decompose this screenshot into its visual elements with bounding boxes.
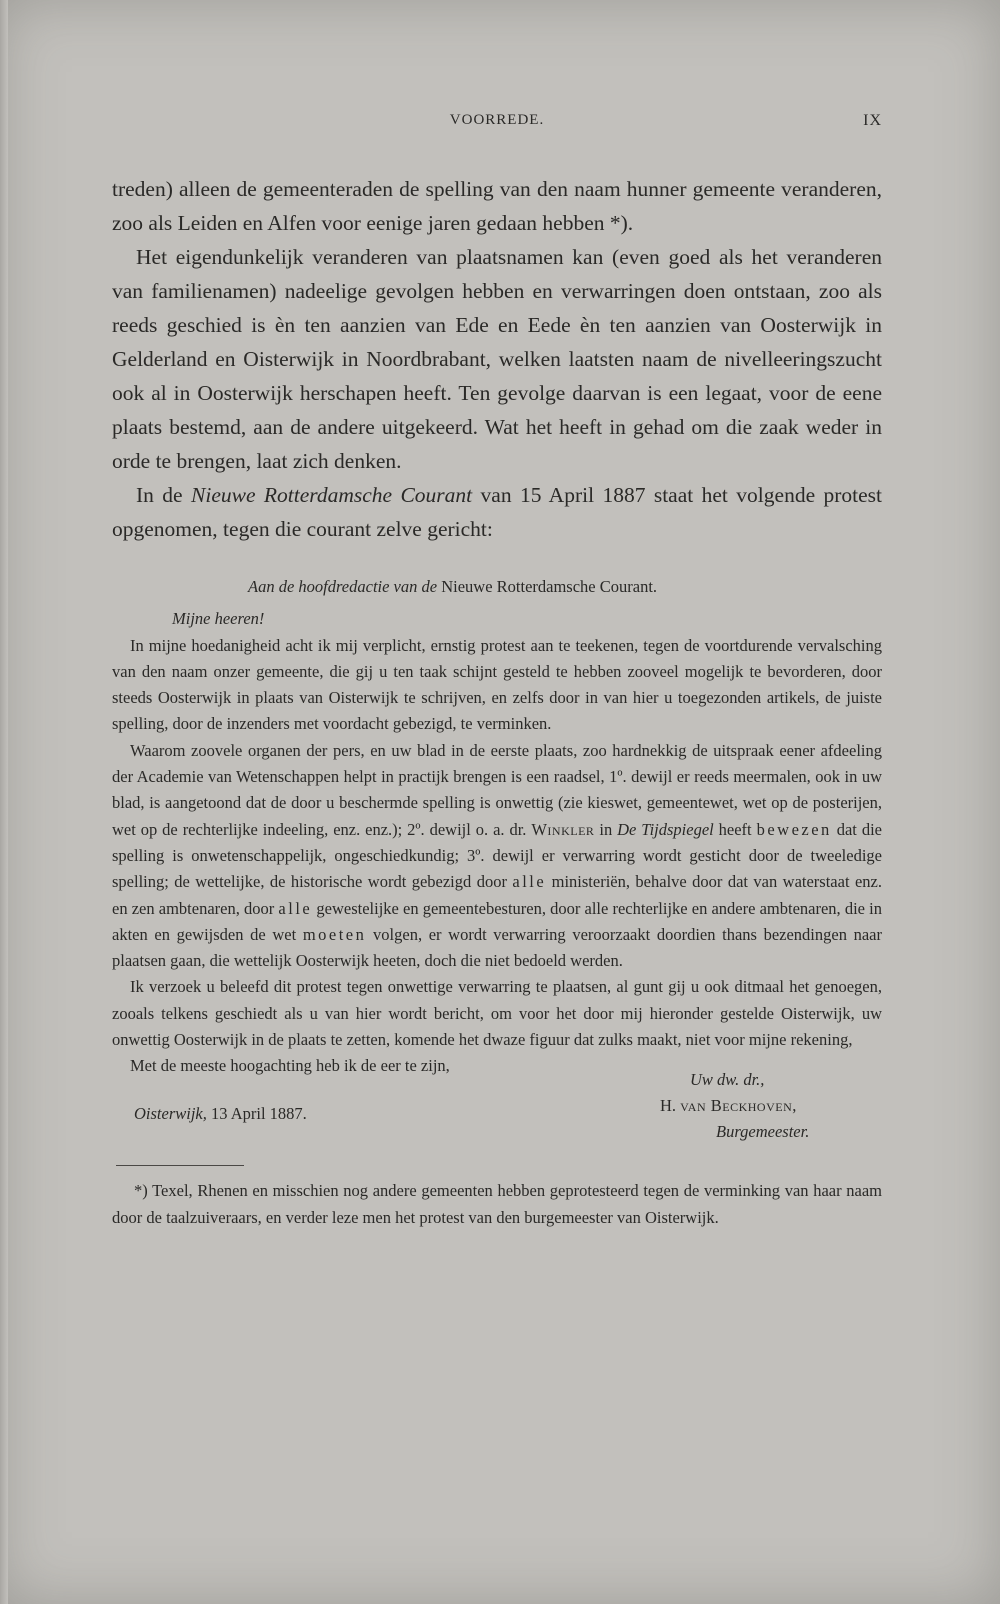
signature-title: Burgemeester. <box>716 1122 810 1142</box>
author-name-winkler: Winkler <box>531 819 595 839</box>
signature-initial: H. <box>660 1096 681 1116</box>
closing-phrase: Met de meeste hoogachting heb ik de eer te zijn, <box>130 1056 450 1076</box>
letter-paragraph-1: In mijne hoedanigheid acht ik mij verplicht, ernstig protest aan te teekenen, tegen de voortdurende vervalsching van den naam onzer gemeente, die gij u ten taak schijnt gesteld te hebben zooveel mogelijk te bevorderen, door steeds Oosterwijk in plaats van Oisterwijk te schrijven, en zelfs door in van hier u toegezonden artikels, de juiste spelling, door de inzenders met voordacht gebezigd, te verminken. <box>112 635 882 734</box>
signature-surname: van Beckhoven, <box>680 1096 797 1116</box>
paragraph-3-start: In de <box>136 483 191 507</box>
page-header <box>112 110 882 134</box>
signature-valediction: Uw dw. dr., <box>690 1070 765 1090</box>
journal-title: De Tijdspiegel <box>617 819 714 839</box>
page-edge <box>0 0 8 1604</box>
signature-block <box>660 1067 809 1145</box>
main-text <box>112 172 882 546</box>
letter-p2-part-g: volgen, er wordt verwarring veroorzaakt doordien thans bezendingen naar plaatsen gaan, die wettelijk Oosterwijk heeten, doch die niet bedoeld werden. <box>112 924 882 971</box>
place-name: Oisterwijk, <box>134 1104 207 1124</box>
paragraph-3-end: van 15 April 1887 staat het volgende protest opgenomen, tegen die courant zelve gericht: <box>112 483 883 541</box>
spaced-word-alle-2: alle <box>278 898 313 918</box>
footnote-divider <box>116 1165 244 1166</box>
place-and-date <box>134 1101 307 1127</box>
newspaper-title: Nieuwe Rotterdamsche Courant <box>191 483 473 507</box>
letter-p2-part-b: in <box>594 819 618 839</box>
spaced-word-bewezen: bewezen <box>756 819 832 839</box>
spaced-word-moeten: moeten <box>302 924 367 944</box>
footnote-text: Texel, Rhenen en misschien nog andere gemeenten hebben geprotesteerd tegen de verminking van haar naam door de taalzuiveraars, en verder leze men het protest van den burgemeester van Oisterwijk. <box>112 1181 882 1227</box>
letter-paragraph-3: Ik verzoek u beleefd dit protest tegen onwettige verwarring te plaatsen, al gunt gij u ook ditmaal het genoegen, zooals telkens geschiedt als u van hier wordt bericht, om voor het door mij hieronder gestelde Oisterwijk, uw onwettig Oosterwijk in de plaats te zetten, komende het dwaze figuur dat zulks maakt, niet voor mijne rekening, <box>112 977 882 1050</box>
paragraph-3 <box>112 478 882 546</box>
letter-p2-part-a: Waarom zoovele organen der pers, en uw blad in de eerste plaats, zoo hardnekkig de uitspraak eener afdeeling der Academie van Wetenschappen helpt in practijk brengen is een raadsel, 1º. dewijl er reeds meermalen, ook in uw blad, is aangetoond dat de door u beschermde spelling is onwettig (zie kieswet, gemeentewet, wet op de posterijen, wet op de rechterlijke indeeling, enz. enz.); 2º. dewijl o. a. dr. <box>112 740 882 839</box>
letter-date: 13 April 1887. <box>206 1104 307 1124</box>
letter-address <box>248 574 882 600</box>
page-number: IX <box>863 112 882 129</box>
paragraph-2: Het eigendunkelijk veranderen van plaatsnamen kan (even goed als het veranderen van familienamen) nadeelige gevolgen hebben en verwarringen doen ontstaan, zoo als reeds geschied is èn ten aanzien van Ede en Eede èn ten aanzien van Oosterwijk in Gelderland en Oisterwijk in Noordbrabant, welken laatsten naam de nivelleeringszucht ook al in Oosterwijk herschapen heeft. Ten gevolge daarvan is een legaat, voor de eene plaats bestemd, aan de andere uitgekeerd. Wat het heeft in gehad om die zaak weder in orde te brengen, laat zich denken. <box>112 245 882 473</box>
spaced-word-alle-1: alle <box>512 872 547 892</box>
footnote-mark: *) <box>134 1181 148 1201</box>
letter-p2-part-e: ministeriën, behalve door dat van waterstaat enz. en zen ambtenaren, door <box>112 872 882 918</box>
letter-p2-part-c: heeft <box>713 819 757 839</box>
running-head: VOORREDE. <box>449 112 545 128</box>
letter-closing <box>112 1053 882 1151</box>
footnote <box>112 1178 882 1231</box>
letter-p2-part-d: dat die spelling is onwetenschappelijk, ongeschiedkundig; 3º. dewijl er verwarring wordt gesticht door de tweeledige spelling; de wettelijke, de historische wordt gebezigd door <box>112 819 882 892</box>
quoted-letter <box>112 574 882 1151</box>
letter-paragraph-2 <box>112 738 882 975</box>
page-body <box>112 172 882 1248</box>
signature-name <box>660 1093 809 1119</box>
letter-p2-part-f: gewestelijke en gemeentebesturen, door alle rechterlijke en andere ambtenaren, die in akten en gewijsden de wet <box>112 898 882 944</box>
paragraph-1: treden) alleen de gemeenteraden de spelling van den naam hunner gemeente veranderen, zoo als Leiden en Alfen voor eenige jaren gedaan hebben *). <box>112 177 882 235</box>
letter-address-paper: Nieuwe Rotterdamsche Courant. <box>437 577 658 596</box>
letter-address-italic: Aan de hoofdredactie van de <box>248 577 438 596</box>
letter-salutation: Mijne heeren! <box>172 609 265 629</box>
